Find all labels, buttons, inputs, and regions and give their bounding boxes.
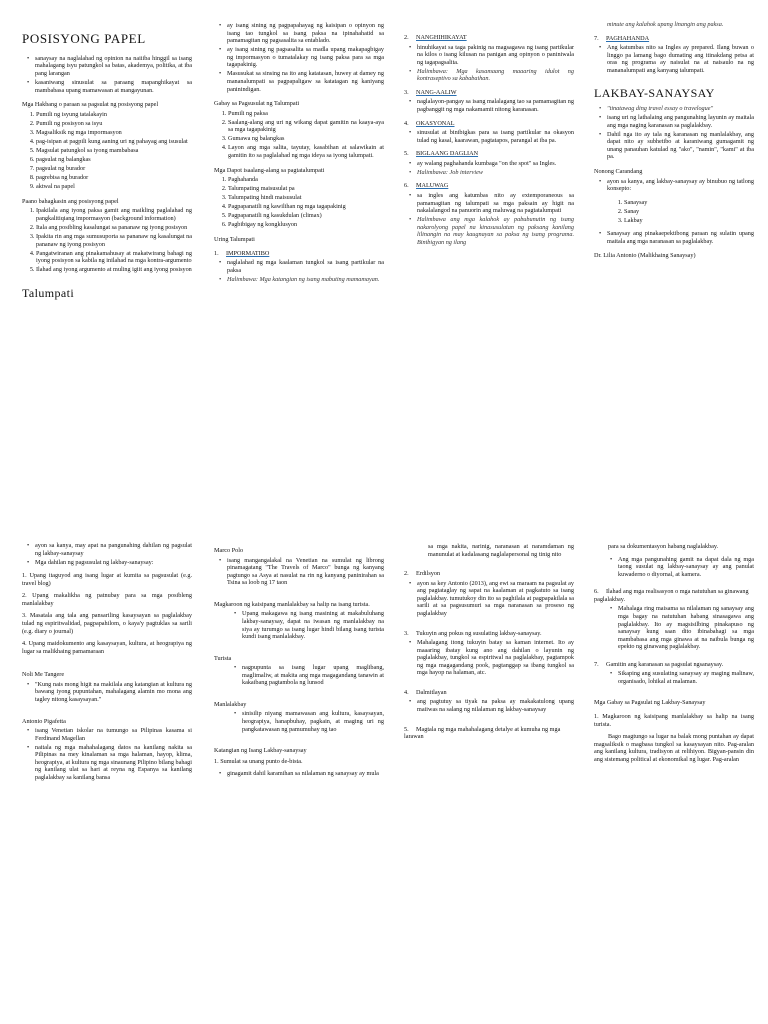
list-item: • Mga dahilan ng pagsusulat ng lakbay-sanaysay: — [35, 559, 192, 567]
list-item: 4. Pangatwiranan ang pinakamahusay at makatwirang bahagi ng iyong posisyon sa kabila ng inilahad na mga kontra-argumento — [36, 250, 192, 265]
posisyong-papel-intro-list — [22, 55, 192, 94]
list-item: 4. Layon ang mga salita, tayutay, kasabihan at salawikain at gamitin ito sa paglalahad ng mga ideya sa iyong talumpati. — [228, 144, 384, 159]
column-talumpati — [214, 20, 384, 500]
konsepto-list — [594, 199, 754, 225]
list-item: • ayon sa key Antonio (2013), ang ewi sa maraam na pagsulat ay ang pagtataglay ng sapat na kaalaman at pagkatuto sa isang paglalakbay. tumutukoy din ito sa paghilala at pagpapakilala sa sarili at sa pagsusumuri sa mga naranasan sa proseso ng paglalakbay — [417, 580, 574, 618]
katangian-1-list — [214, 770, 384, 778]
item-label: Tukuyin ang pokus ng susulating lakbay-sanaysay. — [416, 629, 542, 637]
item-label: Magtala ng mga mahahalagang detalye at kumuha ng mga larawan — [404, 725, 561, 741]
dahilan-intro-list — [22, 542, 192, 566]
author-carandang: Nonong Carandang — [594, 167, 643, 175]
column-manlalakbay — [214, 540, 384, 1020]
manlalakbay-list — [214, 710, 384, 733]
uri-4-list — [404, 129, 574, 144]
uri-label: PAGHAHANDA — [606, 34, 650, 42]
gabay-lakbay-heading: Mga Gabay sa Pagsulat ng Lakbay-Sanaysay — [594, 699, 706, 707]
list-item: • ayon sa kanya, may apat na pangunahing dahilan ng pagsulat ng lakbay-sanaysay — [35, 542, 192, 557]
uri-item-1: 1. IMPORMATIBO — [214, 249, 270, 257]
kaisipan-list — [214, 610, 384, 640]
kaisipan-heading: Magkaroon ng kaisipang manlalakbay sa halip na isang turista. — [214, 600, 370, 608]
author-marco-polo: Marco Polo — [214, 547, 244, 554]
list-item: • Sanaysay ang pinakaepektibong paraan ng sulatin upang maitala ang mga naranasan sa paglalakbay. — [607, 230, 754, 245]
list-item: 4. Pagpapanatili ng kawilihan ng mga tagapakinig — [228, 203, 384, 211]
example-item: • Halimbawa ang mga kalahok ay pabubunutin ng isang nakarolyong papel na kinasusulatan ng paksang kanilang lilinangin na may kaugnayan sa paksa ng isang programa. Binibigyan ng ilang — [417, 216, 574, 246]
katangian-6-list — [594, 605, 754, 650]
example-item: • Halimbawa: Job interview — [417, 169, 574, 177]
bottom-half — [0, 512, 768, 1024]
list-item: 2. Itala ang posibling kasalungat sa pananaw ng iyong posisyon — [36, 224, 192, 232]
uri-6-list — [404, 192, 574, 246]
list-item: • ay isang sining ng pagpapahayag ng kaisipan o opinyon ng isang tao tungkol sa isang paksa na ipinahahatid sa pamamagitan ng pagsasalita sa entablado. — [227, 22, 384, 45]
uri-label: NANGHIHIKAYAT — [416, 34, 467, 41]
pigafetta-list — [22, 727, 192, 781]
list-item: • Mahalaga ring maisama sa nilalaman ng sanaysay ang mga bagay na natutuhan habang sinasagawa ang paglalakbay. Ito ay magsisilbing pinakapuso ng sanaysay kung saan dito ibinabahagi sa mga mambabasa ang mga ginawa at na naibula bunga ng epekto ng ginawang paglalakbay. — [618, 605, 754, 650]
column-dahilan — [22, 540, 192, 1020]
list-item: • ay walang paghahanda kumbaga "on the spot" sa Ingles. — [417, 160, 574, 168]
column-katangian — [404, 540, 574, 1020]
reason-2: 2. Upang makalikha ng patnubay para sa mga posibleng manlalakbay — [22, 592, 192, 607]
bahagi-heading: Paano bahagkasin ang posisyong papel — [22, 197, 119, 205]
list-item: 6. Pagbibigay ng kongklusyon — [228, 221, 384, 229]
list-item: • ginagamit dahil karamihan sa nilalaman ng sanaysay ay mula — [227, 770, 384, 778]
uri-label: NANG-AALIW — [416, 88, 457, 96]
reason-1: 1. Upang itaguyod ang isang lugar at kumita sa pagsusulat (e.g. travel blog) — [22, 572, 192, 587]
list-item: • sanaysay na naglalahad ng opinion na naiiiba hinggil sa isang mahalagang isyu patungkol sa batas, akademya, politika, at iba pang larangan — [35, 55, 192, 78]
katangian-item-3: 3. Tukuyin ang pokus ng susulating lakbay-sanaysay. — [404, 629, 542, 637]
hakbang-list — [22, 111, 192, 191]
list-item: 8. pagrebisa ng burador — [36, 174, 192, 182]
gabay-item-1: 1. Magkaroon ng kaisipang manlalakbay sa halip na isang turista. — [594, 713, 754, 728]
list-item: • Ang mga pangunahing gamit na dapat dala ng mga taong susulat ng lakbay-sanaysay ay ang panulat kuwaderno o diyornal, at kamera. — [618, 556, 754, 579]
heading-talumpati: Talumpati — [22, 285, 75, 300]
list-item: 1. Ipakilala ang iyong paksa gamit ang maikling paglalahad ng pangkalitiqiang impormasyon (background information) — [36, 207, 192, 222]
list-item: • ayon sa kanya, ang lakbay-sanaysay ay binubuo ng tatlong konsepto: — [607, 178, 754, 193]
list-item: 3. Talumpating hindi maisusulat — [228, 194, 384, 202]
gabay-talumpati-heading: Gabay sa Pagsusulat ng Talumpati — [214, 100, 300, 108]
katangian-item-2: 2. Erdilsyon — [404, 570, 441, 578]
example-item: • Halimbawa: Mga katangian ng isang mabuting mamamayan. — [227, 276, 384, 284]
continued-list — [594, 556, 754, 579]
item-label: Dalmitlayan — [416, 688, 447, 696]
reason-4: 4. Upang maidokumento ang kasaysayan, kultura, at heograpiya ng lugar sa malikhaing pamamaraan — [22, 640, 192, 655]
list-item: • naitala ng mga mahahalagang datos na kanilang nakita sa Pilipinas na mey kinalaman sa mga halaman, hayop, klima, heograpiya, at kultura ng mga sinaunang Pilipino bilang bahagi ng kanilang ulat sa hari at reyna ng Espanya sa kanilang paglalakbay sa kanilang bansa — [35, 744, 192, 782]
uri-label: BIGLAANG DAGLIAN — [416, 150, 479, 158]
uri-3-list — [404, 98, 574, 113]
list-item: • Upang makagawa ng isang masining at makabuluhang lakbay-sanaysay, dapat na iwasan ng manlalakbay na siya ay turumgo sa isang lugar hindi bilang isang turista kundi isang manlalakbay. — [242, 610, 384, 640]
uri-item-4: 4. OKASYONAL — [404, 119, 455, 127]
turista-list — [214, 664, 384, 687]
author-pigafetta: Antonio Pigafetta — [22, 717, 66, 725]
list-item: • naglalahad ng mga kaalaman tungkol sa isang partikular na paksa — [227, 259, 384, 274]
bahagi-list — [22, 207, 192, 274]
katangian-item-7: 7. Gamitin ang karanasan sa pagsulat ngsanaysay. — [594, 660, 724, 668]
column-uri-talumpati — [404, 28, 574, 508]
continued-text: minute ang kalahok upang linangin ang paksa. — [607, 21, 724, 28]
continued-text: para sa dokumentasyon habang naglalakbay. — [608, 543, 719, 550]
item-label: Erdilsyon — [416, 570, 441, 578]
marco-polo-list — [214, 557, 384, 587]
list-item: 1. Paghahanda — [228, 176, 384, 184]
heading-lakbay-sanaysay: LAKBAY-SANAYSAY — [594, 86, 715, 101]
list-item: • hinuhikayat sa taga pakinig na magsagawa ng isang partikular na kilos o isang kilusan na panigan ang opinyon o paniniwala ng tagapagsalita. — [417, 44, 574, 67]
uri-5-list — [404, 160, 574, 177]
noli-list — [22, 681, 192, 704]
column-gabay-lakbay — [594, 540, 754, 1020]
hakbang-heading: Mga Hakbang o paraan sa pagsulat ng posisyong papel — [22, 101, 159, 109]
list-item: 2. Talumpating maisusulat pa — [228, 185, 384, 193]
dapat-list — [214, 176, 384, 229]
uri-item-2: 2. NANGHIHIKAYAT — [404, 34, 467, 41]
katangian-item-5: 5. Magtala ng mga mahahalagang detalye at kumuha ng mga larawan — [404, 725, 561, 741]
list-item: • "tinatawag ding travel essay o travelogue" — [607, 105, 754, 113]
katangian-7-list — [594, 670, 754, 685]
uri-label: IMPORMATIBO — [226, 249, 270, 257]
list-item: 3. Magsaliksik ng mga impormasyon — [36, 129, 192, 137]
gabay-1-paragraph: Bago magtungo sa lugar na balak mong puntahan ay dapat magsaliksik o magbasa tungkol sa kasaysayan nito. Pag-aralan ang kanilang kultura, tradisyon at relihiyon. Bigyan-pansin din ang sistemang political at ekonomikal ng lugar. Pag-aralan — [594, 733, 754, 763]
list-item: 7. pagsulat ng burador — [36, 165, 192, 173]
list-item: • nagpupunta sa isang lugar upang maglibang, maglimaliw, at makita ang mga magagandang tanawin at kakaibang pagtambola ng lunsod — [242, 664, 384, 687]
lakbay-intro-list — [594, 105, 754, 161]
list-item: • Dahil nga ito ay tala ng karanasan ng manlalakbay, ang dapat nito ay subhetibo at karaniwang gumagamit ng unang panauhan katulad ng "ako", "namin", "kami" at iba pa. — [607, 131, 754, 161]
reason-3: 3. Masatala ang tala ang pansariling kasaysayan sa paglalakbay tulad ng espiritwalidad, pagpapahilom, o kaya'y pagtuklas sa sarili (e.g. diary o journal) — [22, 612, 192, 635]
carandang-list — [594, 178, 754, 193]
list-item: 4. pag-isipan at pagpili kung aaning uri ng pahayag ang isusulat — [36, 138, 192, 146]
katangian-2-list — [404, 580, 574, 618]
uri-item-3: 3. NANG-AALIW — [404, 88, 457, 96]
turista-heading: Turista — [214, 654, 232, 662]
list-item: • ay isang sining ng pagsasalita sa madla upang makapagbigay ng impormasyon o tumatalakay ng isang paksa para sa mga tagapakinig. — [227, 46, 384, 69]
gabay-talumpati-list — [214, 110, 384, 160]
katangian-4-list — [404, 698, 574, 713]
uri-heading: Uring Talumpati — [214, 235, 255, 243]
katangian-3-list — [404, 639, 574, 677]
list-item: • sinisilip niyang mamawasan ang kultura, kasaysayan, heograpiya, hanapbuhay, pagkain, at maging uri ng pangkatawasan ng pamumuhay ng tao — [242, 710, 384, 733]
list-item: • Sikaping ang susulating sanaysay ay maging malinaw, organisado, lohikal at malaman. — [618, 670, 754, 685]
uri-item-6: 6. MALUWAG — [404, 182, 449, 190]
list-item: • isang Venetian iskolar na tumungo sa Pilipinas kasama si Ferdinand Magellan — [35, 727, 192, 742]
uri-1-list — [214, 259, 384, 283]
list-item: 1. Sanaysay — [624, 199, 754, 207]
uri-item-5: 5. BIGLAANG DAGLIAN — [404, 150, 479, 158]
author-noli: Noli Me Tangere — [22, 671, 65, 679]
list-item: • kasaniwang sinusulat sa paraang mapanghikayat sa mambabasa upang mamawasan at mangayunan. — [35, 79, 192, 94]
item-label: Ilahad ang mga realisasyon o mga natutuhan sa ginawang paglalakbay. — [594, 588, 749, 603]
list-item: • Ang katumbas nito sa Ingles ay prepared. Ilang buwan o linggo pa lamang bago dumating ang itinakdang petsa at oras ng programa ay naisulat na at naisaulo na ng mananalumpati ang kanyang talumpati. — [607, 44, 754, 74]
manlalakbay-heading: Manlalakbay — [214, 700, 247, 708]
list-item: 2. Pumili ng posisyon sa isyu — [36, 120, 192, 128]
list-item: • Mahalagang itong tukuyin batay sa kaman internet. Ito ay maaaring ibatay kung ano ang dahilan o layunin ng paglalakbay, tungkol sa espiritwal na paglalakbay, pagtampok ng mga magagandang pook, pagtanggap sa ibang tungkol sa mga hayop na halaman, atc. — [417, 639, 574, 677]
list-item: • naglalayon-pangay sa isang malalagang tao sa pamamagitan ng pagbanggit ng mga nakamamit nitong karanasan. — [417, 98, 574, 113]
list-item: 2. Saalang-alang ang uri ng wikang dapat gamitin na kaaya-aya sa mga tagapakinig — [228, 119, 384, 134]
uri-label: OKASYONAL — [416, 119, 455, 127]
continued-text: sa mga nakita, narinig, naranasan at naramdaman ng manunulat at kadalasang naglalapersonal ng tinig nito — [428, 543, 574, 558]
uri-7-list — [594, 44, 754, 74]
katangian-item-4: 4. Dalmitlayan — [404, 688, 447, 696]
list-item: • Masusukat sa sinsing na ito ang katatasan, huwey at damey ng mananalumpati sa pagpapaligaw sa katatagan ng kaniyang paninindigan. — [227, 70, 384, 93]
uri-item-7: 7. PAGHAHANDA — [594, 34, 650, 42]
list-item: 3. Lakbay — [624, 217, 754, 225]
list-item: • isang mangangalakal na Venetian na sumulat ng librong pinamagatang "The Travels of Marco" bunga ng kanyang pagtungo sa Asya at nasulat na rin ng kanyang paninirahan sa Tsina sa loob ng 17 taon — [227, 557, 384, 587]
katangian-item-1: 1. Sumulat sa unang punto de-bista. — [214, 757, 303, 765]
list-item: • "Kung nais mong higit na makilala ang katangian at kultura ng bawang iyong pupuntahan, mahalagang alamin mo mona ang tagley nitong kasaysayan." — [35, 681, 192, 704]
column-lakbay-sanaysay — [594, 18, 754, 498]
talumpati-intro-list — [214, 22, 384, 93]
list-item: 3. Ipakita rin ang mga sumusuporta sa pananaw ng kasalungat na pananaw ng iyong posisyon — [36, 233, 192, 248]
uri-2-list — [404, 44, 574, 83]
sanaysay-note-list — [594, 230, 754, 245]
dapat-heading: Mga Dapot isaalang-alang sa pagtatalumpati — [214, 166, 325, 174]
katangian-heading: Katangian ng Isang Lakbay-sanaysay — [214, 747, 307, 755]
list-item: 2. Sanay — [624, 208, 754, 216]
list-item: • sinusulat at binibigkas para sa isang partikular na okasyon tulad ng kasal, kaarawan, pagtatapos, parangal at iba pa. — [417, 129, 574, 144]
list-item: 9. aktwal na papel — [36, 183, 192, 191]
katangian-item-6: 6. Ilahad ang mga realisasyon o mga natutuhan sa ginawang paglalakbay. — [594, 588, 749, 603]
uri-label: MALUWAG — [416, 182, 449, 190]
example-item: • Halimbawa: Mga kasamaang maaaring idulot ng kontraseptivo sa kababaihan. — [417, 68, 574, 83]
list-item: • sa ingles ang katumbas nito ay extemporaneous sa pamamagitan ng talumpati sa mga paksain ay higit na nakalalangod na panuorin ang maluwag na pagtatalumpati — [417, 192, 574, 215]
list-item: 5. Magsulat patungkol sa iyong mambabasa — [36, 147, 192, 155]
list-item: 5. Ilahad ang iyong argumento at muling igiit ang iyong posisyon — [36, 266, 192, 274]
list-item: • isang uri ng lathalaing ang pangunahing layunin ay maitala ang mga naging karanasan sa paglalakbay. — [607, 114, 754, 129]
column-posisyong-papel — [22, 28, 192, 508]
list-item: 3. Gumawa ng balangkas — [228, 135, 384, 143]
author-antonio: Dr. Lilia Antonio (Malikhaing Sanaysay) — [594, 252, 696, 260]
list-item: 5. Pagpapanatili ng kasukdulan (climax) — [228, 212, 384, 220]
heading-posisyong-papel: POSISYONG PAPEL — [22, 31, 146, 46]
list-item: 6. pagsulat ng balangkas — [36, 156, 192, 164]
list-item: 1. Pumili ng isyung tatalakayin — [36, 111, 192, 119]
item-label: Gamitin ang karanasan sa pagsulat ngsanaysay. — [606, 660, 724, 668]
list-item: 1. Pumili ng paksa — [228, 110, 384, 118]
list-item: • ang pagtutuy sa tiyak na paksa ay makakatulong upang maiiwas na salang ng nilalaman ng lakbay-sanaysay — [417, 698, 574, 713]
